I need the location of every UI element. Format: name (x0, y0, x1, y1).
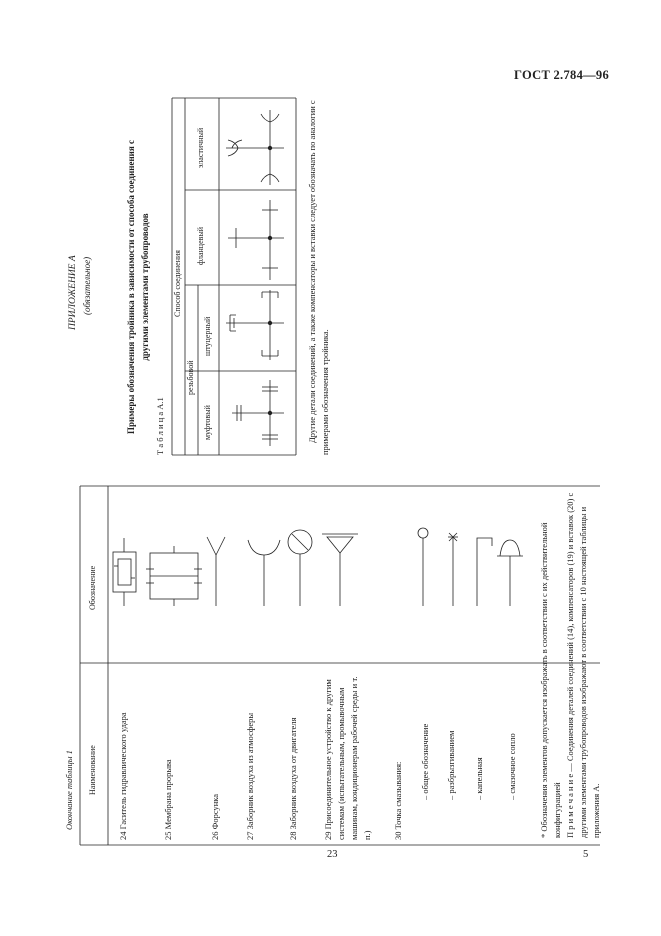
row-27-name: 27 Заборник воздуха из атмосферы (245, 712, 255, 840)
row-24-name: 24 Гаситель гидравлического удара (118, 712, 128, 840)
note-text: — Соединения деталей соединений (14), компенсаторов (19) и вставок (20) с другими элементами трубопроводов изображают в соответствии с 10 настоящей таблицы и приложения А. (565, 492, 601, 838)
page-number-right: 5 (583, 849, 589, 860)
row-30a-name: – общее обозначение (420, 723, 430, 800)
row-30c-name: – капельная (474, 757, 484, 800)
table-1-caption: Окончание таблицы 1 (64, 750, 74, 830)
tee-coupling-symbol (232, 380, 284, 446)
column-header-flange: фланцевый (196, 226, 205, 265)
tee-fitting-symbol (226, 290, 284, 360)
appendix-note: Другие детали соединений, а также компенсаторы и вставки следует обозначать по аналогии с примерами обозначения тройника. (307, 100, 330, 455)
page-number-left: 23 (327, 849, 338, 860)
tee-flange-symbol (228, 200, 284, 280)
column-header-coupling: муфтовый (203, 405, 212, 440)
column-header-name: Наименование (88, 745, 97, 795)
standard-designation: ГОСТ 2.784—96 (514, 68, 610, 82)
group-header-connection-method: Способ соединения (173, 250, 182, 317)
row-30-name: 30 Точка смазывания: (393, 761, 403, 840)
note-label: П р и м е ч а н и е (565, 773, 575, 838)
subgroup-header-threaded: резьбовой (186, 360, 195, 395)
row-29-name: 29 Присоединительное устройство к другим системам (испытательным, промывочным машинам, кондиционерам рабочей среды и т. п.) (323, 676, 372, 840)
table-a1-label: Т а б л и ц а А.1 (155, 397, 165, 455)
appendix-status: (обязательное) (82, 256, 92, 315)
tee-elastic-symbol (226, 110, 284, 185)
table-1-footnote: * Обозначения элементов допускается изображать в соответствии с их действительной конфигурацией (539, 522, 562, 838)
appendix-heading: Примеры обозначения тройника в зависимости от способа соединения с другими элементами трубопроводов (126, 140, 150, 434)
column-header-fitting: штуцерный (203, 316, 212, 356)
column-header-symbol: Обозначение (88, 565, 97, 610)
appendix-title: ПРИЛОЖЕНИЕ А (68, 255, 78, 330)
row-25-name: 25 Мембрана прорыва (163, 759, 173, 840)
row-28-name: 28 Заборник воздуха от двигателя (288, 717, 298, 840)
row-26-name: 26 Форсунка (210, 793, 220, 840)
row-30b-name: – разбрызгиванием (446, 730, 456, 800)
column-header-elastic: эластичный (196, 127, 205, 168)
row-30d-name: – смазочное сопло (507, 733, 517, 800)
